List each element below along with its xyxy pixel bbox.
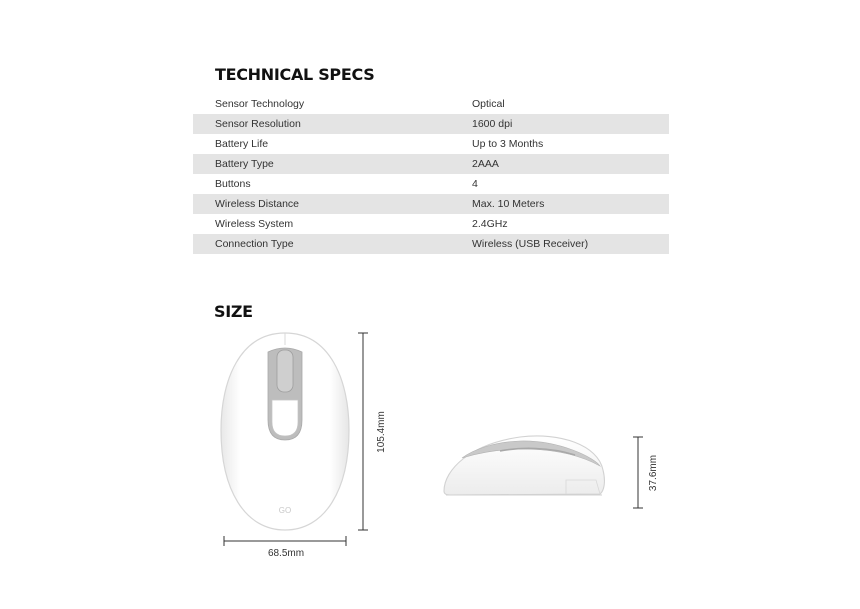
spec-value: Optical	[472, 98, 505, 110]
spec-value: Wireless (USB Receiver)	[472, 238, 589, 250]
spec-label: Wireless System	[215, 218, 294, 230]
spec-value: 2AAA	[472, 158, 499, 170]
spec-label: Wireless Distance	[215, 198, 300, 210]
spec-label: Connection Type	[215, 238, 294, 250]
spec-label: Sensor Technology	[215, 98, 305, 110]
spec-value: Up to 3 Months	[472, 138, 544, 150]
spec-label: Battery Type	[215, 158, 274, 170]
width-dimension	[224, 536, 346, 559]
mouse-top-view-icon	[221, 333, 349, 530]
spec-label: Sensor Resolution	[215, 118, 301, 130]
mouse-logo-text: GO	[278, 506, 292, 515]
spec-value: 4	[472, 178, 478, 190]
spec-label: Battery Life	[215, 138, 269, 150]
size-title: SIZE	[214, 302, 253, 321]
length-dimension	[358, 333, 387, 530]
height-dimension	[633, 437, 659, 508]
specs-title: TECHNICAL SPECS	[215, 65, 375, 84]
height-label: 37.6mm	[648, 454, 659, 492]
spec-value: Max. 10 Meters	[472, 198, 545, 210]
width-label: 68.5mm	[267, 548, 305, 559]
spec-value: 2.4GHz	[472, 218, 508, 230]
length-label: 105.4mm	[376, 411, 387, 453]
mouse-side-view-icon	[444, 436, 604, 495]
spec-value: 1600 dpi	[472, 118, 513, 130]
spec-label: Buttons	[215, 178, 251, 190]
